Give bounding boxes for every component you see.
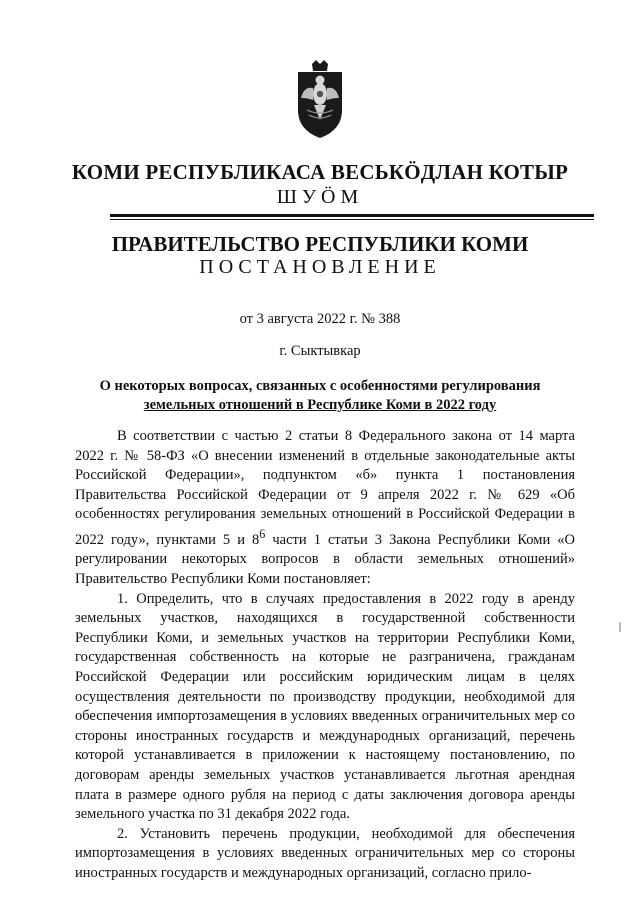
scan-margin-mark xyxy=(619,622,621,632)
document-date-number: от 3 августа 2022 г. № 388 xyxy=(239,311,401,327)
clause-1-paragraph: 1. Определить, что в случаях предоставления в 2022 году в аренду земельных участков, находящихся в государственной собственности Республики Коми, и земельных участков на территории Республики Коми, государственная собственность на которые не разграничена, гражданам Российской Федерации или российским юридическим лицам в целях осуществления деятельности по производству продукции, необходимой для обеспечения импортозамещения в условиях введенных ограничительных мер со стороны иностранных государств и международных организаций, перечень которой устанавливается в приложении к настоящему постановлению, по договорам аренды земельных участков устанавливается льготная арендная плата в размере одного рубля на период с даты заключения договора аренды земельного участка по 31 декабря 2022 года. xyxy=(75,590,575,823)
preamble-text-end: части 1 статьи 3 Закона Республики Коми «О регулировании некоторых вопросов в области земельных отношений» Правительство Республики Коми постановляет: xyxy=(75,531,575,587)
preamble-superscript: 6 xyxy=(259,526,266,541)
clause-2-paragraph: 2. Установить перечень продукции, необходимой для обеспечения импортозамещения в условиях введенных ограничительных мер со стороны иностранных государств и международных организаций, согласно прило- xyxy=(75,825,575,881)
header-divider-thick xyxy=(110,214,594,217)
russian-document-type: ПОСТАНОВЛЕНИЕ xyxy=(199,256,441,278)
document-city: г. Сыктывкар xyxy=(279,343,361,359)
komi-government-title: КОМИ РЕСПУБЛИКАСА ВЕСЬКӦДЛАН КОТЫР xyxy=(71,160,569,184)
document-body xyxy=(75,427,575,883)
russian-government-title: ПРАВИТЕЛЬСТВО РЕСПУБЛИКИ КОМИ xyxy=(111,232,529,256)
preamble-paragraph xyxy=(75,427,575,590)
komi-document-type: ШУӦМ xyxy=(276,186,364,208)
subject-line-2: земельных отношений в Республике Коми в 2022 году xyxy=(143,397,497,413)
header-divider-thin xyxy=(110,219,594,220)
komi-coat-of-arms-icon xyxy=(295,58,345,140)
preamble-text-start: В соответствии с частью 2 статьи 8 Федерального закона от 14 марта 2022 г. № 58-ФЗ «О внесении изменений в отдельные законодательные акты Российской Федерации», подпунктом «б» пункта 1 постановления Правительства Российской Федерации от 9 апреля 2022 г. № 629 «Об особенностях регулирования земельных отношений в Российской Федерации в 2022 году», пунктами 5 и 8 xyxy=(75,428,575,548)
subject-line-1: О некоторых вопросах, связанных с особенностями регулирования xyxy=(99,378,541,394)
document-subject xyxy=(0,377,640,415)
